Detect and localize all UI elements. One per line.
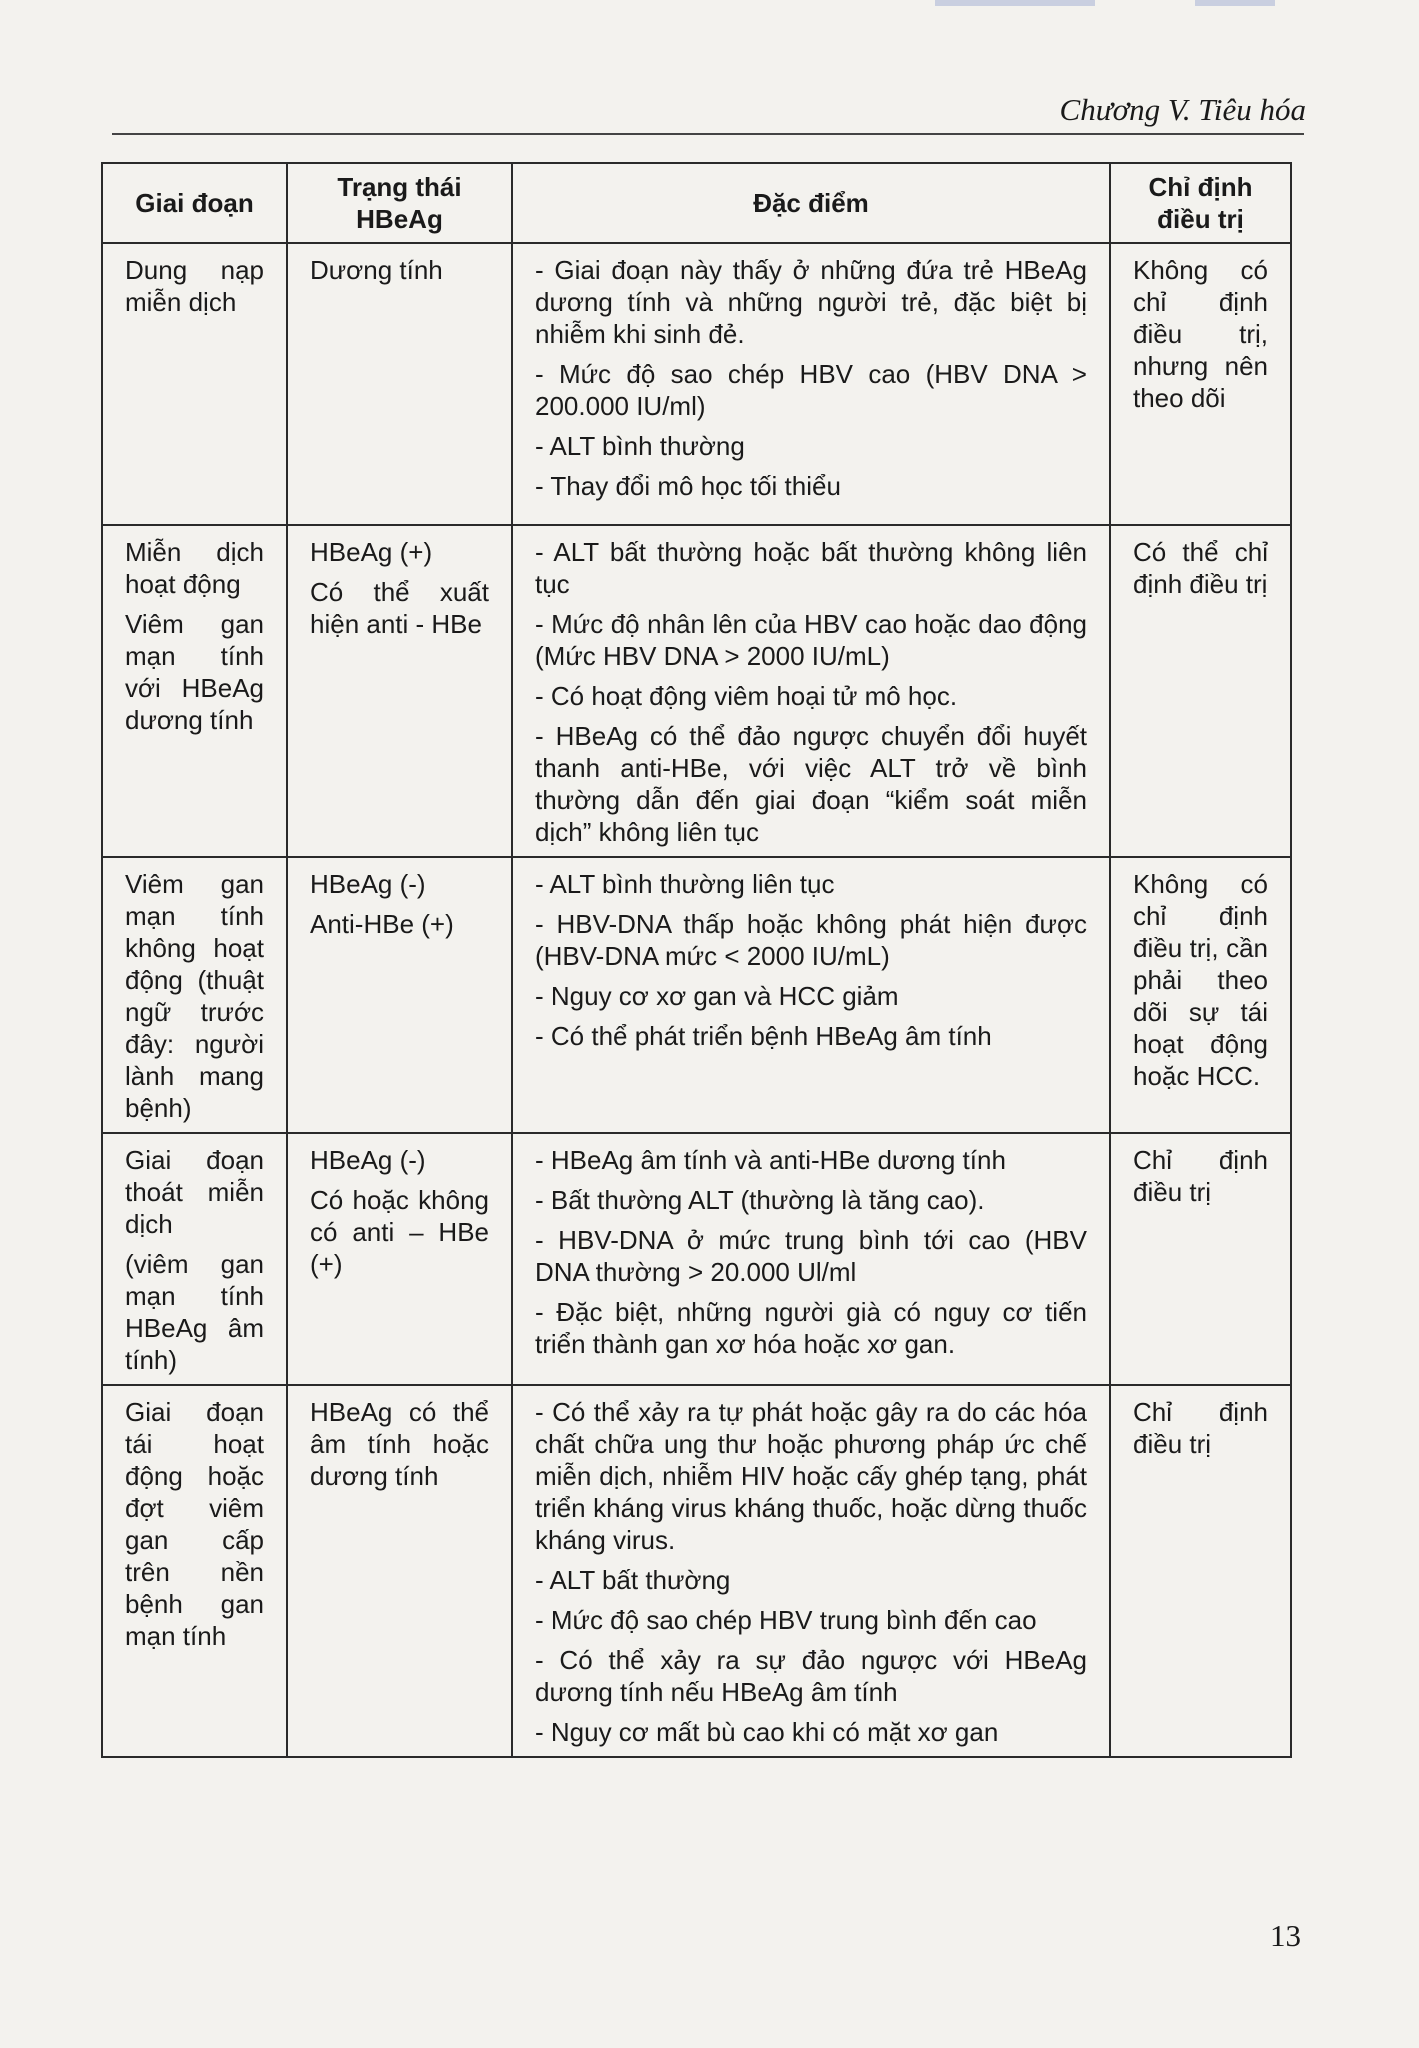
features-line: - Mức độ nhân lên của HBV cao hoặc dao động (Mức HBV DNA > 2000 IU/mL) <box>535 609 1087 671</box>
stage-cell <box>102 243 287 525</box>
page-number: 13 <box>1270 1918 1301 1953</box>
features-cell <box>512 857 1110 1133</box>
indication-line: Chỉ định điều trị <box>1133 1397 1268 1459</box>
features-line: - Bất thường ALT (thường là tăng cao). <box>535 1185 985 1215</box>
stage-line: Viêm gan mạn tính với HBeAg dương tính <box>125 609 264 735</box>
features-line: - Mức độ sao chép HBV trung bình đến cao <box>535 1605 1037 1635</box>
features-line: - Thay đổi mô học tối thiểu <box>535 471 841 501</box>
scan-edge-mark <box>935 0 1095 6</box>
header-rule <box>112 133 1304 135</box>
table-body <box>102 243 1291 1757</box>
indication-line: Không có chỉ định điều trị, cần phải theo dõi sự tái hoạt động hoặc HCC. <box>1133 869 1268 1091</box>
chapter-header: Chương V. Tiêu hóa <box>1059 92 1306 127</box>
features-line: - Có thể phát triển bệnh HBeAg âm tính <box>535 1021 992 1051</box>
features-line: - Nguy cơ xơ gan và HCC giảm <box>535 981 899 1011</box>
stage-cell <box>102 525 287 857</box>
status-line: Dương tính <box>310 255 443 285</box>
stage-cell <box>102 1385 287 1757</box>
table-row <box>102 1385 1291 1757</box>
status-cell <box>287 857 512 1133</box>
indication-line: Chỉ định điều trị <box>1133 1145 1268 1207</box>
table-row <box>102 525 1291 857</box>
features-cell <box>512 1385 1110 1757</box>
features-line: - ALT bất thường <box>535 1565 731 1595</box>
status-line: HBeAg có thể âm tính hoặc dương tính <box>310 1397 489 1491</box>
stage-cell <box>102 1133 287 1385</box>
stage-line: Giai đoạn thoát miễn dịch <box>125 1145 264 1239</box>
features-line: - HBV-DNA ở mức trung bình tới cao (HBV DNA thường > 20.000 Ul/ml <box>535 1225 1087 1287</box>
status-cell <box>287 1133 512 1385</box>
status-cell <box>287 525 512 857</box>
features-line: - Có hoạt động viêm hoại tử mô học. <box>535 681 958 711</box>
features-line: - ALT bình thường liên tục <box>535 869 835 899</box>
indication-cell <box>1110 1385 1291 1757</box>
column-header-status: Trạng thái HBeAg <box>287 163 512 243</box>
features-line: - Có thể xảy ra tự phát hoặc gây ra do các hóa chất chữa ung thư hoặc phương pháp ức chế miễn dịch, nhiễm HIV hoặc cấy ghép tạng, phát triển kháng virus kháng thuốc, hoặc dừng thuốc kháng virus. <box>535 1397 1087 1555</box>
features-line: - ALT bất thường hoặc bất thường không liên tục <box>535 537 1087 599</box>
features-line: - Đặc biệt, những người già có nguy cơ tiến triển thành gan xơ hóa hoặc xơ gan. <box>535 1297 1087 1359</box>
stage-line: Viêm gan mạn tính không hoạt động (thuật ngữ trước đây: người lành mang bệnh) <box>125 869 264 1123</box>
features-line: - HBeAg âm tính và anti-HBe dương tính <box>535 1145 1006 1175</box>
features-cell <box>512 1133 1110 1385</box>
column-header-features: Đặc điểm <box>512 163 1110 243</box>
status-line: Có thể xuất hiện anti - HBe <box>310 577 489 639</box>
indication-cell <box>1110 857 1291 1133</box>
column-header-stage: Giai đoạn <box>102 163 287 243</box>
indication-cell <box>1110 525 1291 857</box>
hbv-stage-table <box>101 162 1292 1758</box>
stage-cell <box>102 857 287 1133</box>
features-line: - Nguy cơ mất bù cao khi có mặt xơ gan <box>535 1717 999 1747</box>
status-cell <box>287 243 512 525</box>
features-line: - HBeAg có thể đảo ngược chuyển đổi huyết thanh anti-HBe, với việc ALT trở về bình thường dẫn đến giai đoạn “kiểm soát miễn dịch” không liên tục <box>535 721 1087 847</box>
features-line: - Có thể xảy ra sự đảo ngược với HBeAg dương tính nếu HBeAg âm tính <box>535 1645 1087 1707</box>
stage-line: (viêm gan mạn tính HBeAg âm tính) <box>125 1249 264 1375</box>
table-header-row <box>102 163 1291 243</box>
indication-line: Có thể chỉ định điều trị <box>1133 537 1268 599</box>
stage-line: Dung nạp miễn dịch <box>125 255 264 317</box>
indication-cell <box>1110 1133 1291 1385</box>
indication-line: Không có chỉ định điều trị, nhưng nên theo dõi <box>1133 255 1268 413</box>
table-row <box>102 857 1291 1133</box>
status-line: HBeAg (+) <box>310 537 433 567</box>
features-line: - ALT bình thường <box>535 431 745 461</box>
status-line: Có hoặc không có anti – HBe (+) <box>310 1185 489 1279</box>
stage-line: Miễn dịch hoạt động <box>125 537 264 599</box>
features-line: - Mức độ sao chép HBV cao (HBV DNA > 200.000 IU/ml) <box>535 359 1087 421</box>
status-line: HBeAg (-) <box>310 1145 426 1175</box>
features-cell <box>512 243 1110 525</box>
indication-cell <box>1110 243 1291 525</box>
status-line: HBeAg (-) <box>310 869 426 899</box>
features-line: - HBV-DNA thấp hoặc không phát hiện được (HBV-DNA mức < 2000 IU/mL) <box>535 909 1087 971</box>
stage-line: Giai đoạn tái hoạt động hoặc đợt viêm gan cấp trên nền bệnh gan mạn tính <box>125 1397 264 1651</box>
status-line: Anti-HBe (+) <box>310 909 454 939</box>
scan-edge-mark <box>1195 0 1275 6</box>
table-row <box>102 1133 1291 1385</box>
column-header-indication: Chỉ định điều trị <box>1110 163 1291 243</box>
status-cell <box>287 1385 512 1757</box>
table-row <box>102 243 1291 525</box>
features-line: - Giai đoạn này thấy ở những đứa trẻ HBeAg dương tính và những người trẻ, đặc biệt bị nhiễm khi sinh đẻ. <box>535 255 1087 349</box>
features-cell <box>512 525 1110 857</box>
